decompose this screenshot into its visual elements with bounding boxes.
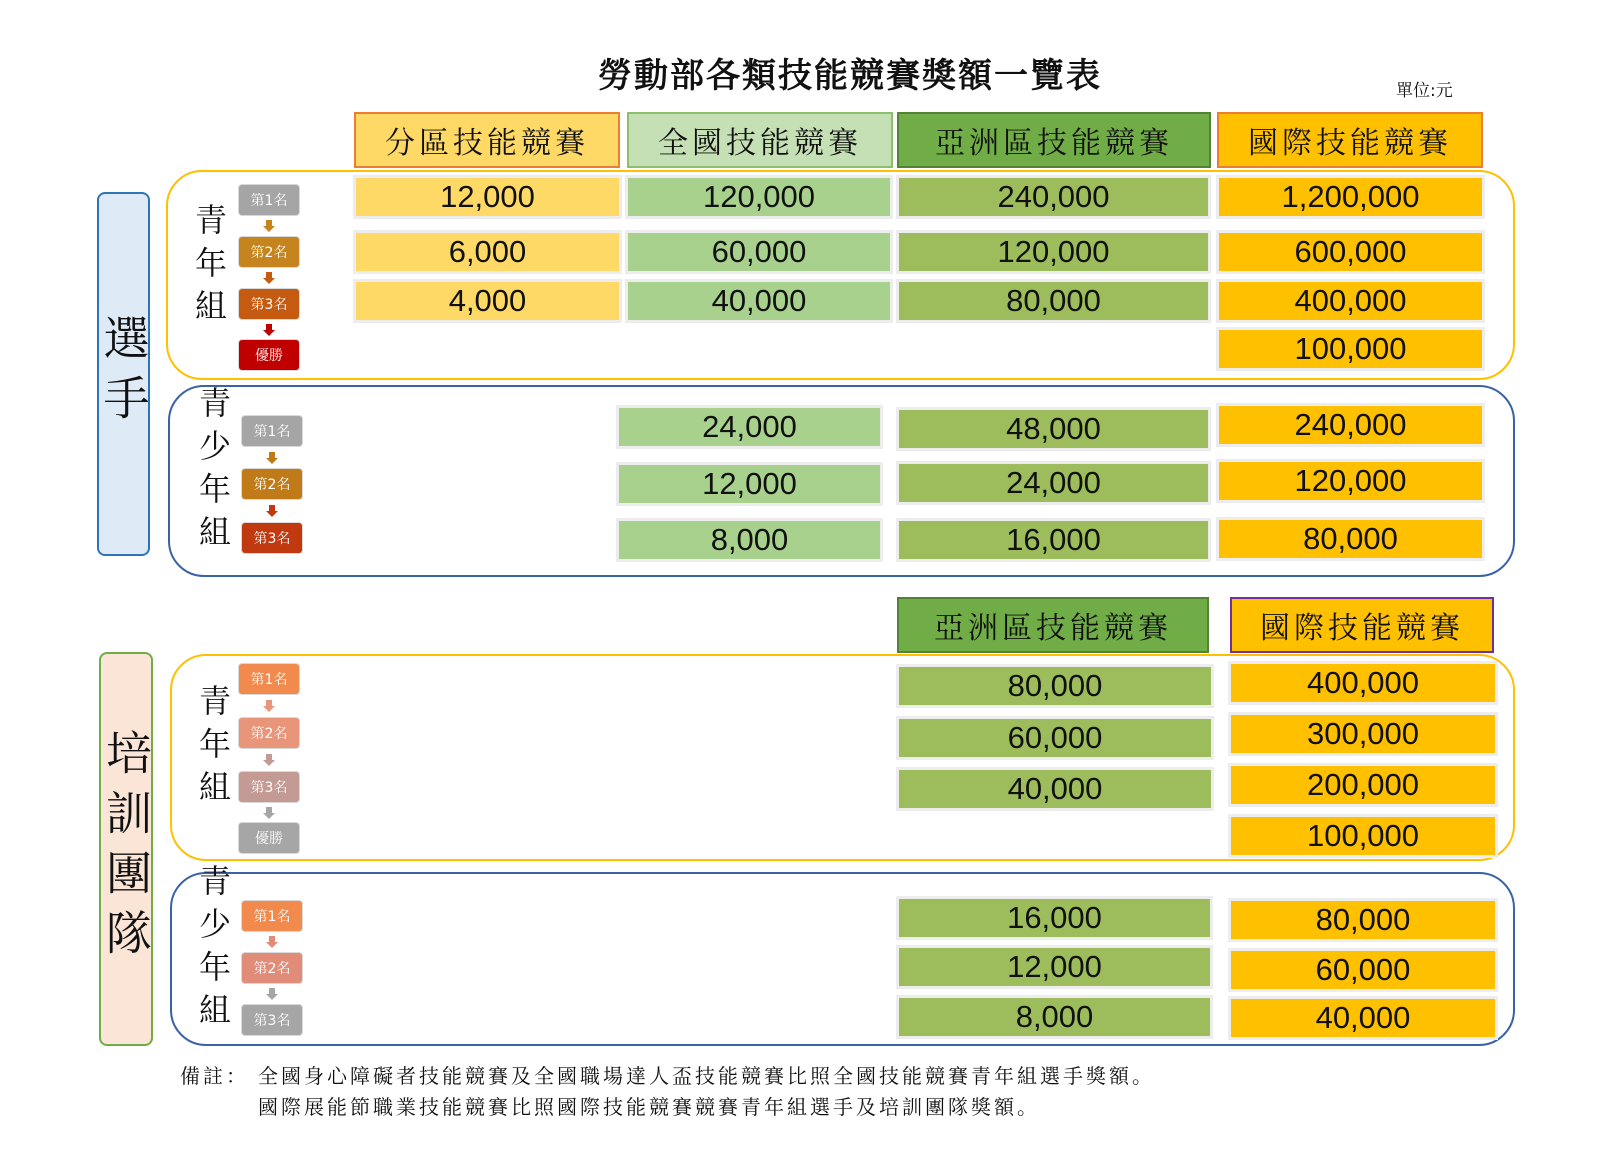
- players-junior-group-label: 青少年組: [194, 386, 232, 558]
- players-junior-asia-value-3: 16,000: [899, 521, 1208, 559]
- players-junior-international-value-3: 80,000: [1219, 520, 1482, 558]
- down-arrow-icon: [266, 505, 278, 517]
- players-youth-international-value-4: 100,000: [1219, 330, 1482, 368]
- players-junior-national-value-3: 8,000: [619, 521, 880, 559]
- teams-junior-international-value-3: 40,000: [1231, 999, 1495, 1037]
- players-youth-international-value-1: 1,200,000: [1219, 178, 1482, 216]
- down-arrow-icon: [266, 988, 278, 1000]
- players-junior-rank-badge-2: 第2名: [242, 469, 302, 499]
- teams-junior-asia-value-3: 8,000: [899, 998, 1210, 1036]
- page-title: 勞動部各類技能競賽獎額一覽表: [598, 56, 1102, 96]
- teams-junior-asia-value-1: 16,000: [899, 899, 1210, 937]
- players-youth-asia-value-3: 80,000: [899, 282, 1208, 320]
- teams-junior-rank-badge-1: 第1名: [242, 901, 302, 931]
- players-youth-rank-badge-2: 第2名: [239, 237, 299, 267]
- down-arrow-icon: [266, 452, 278, 464]
- teams-junior-international-value-2: 60,000: [1231, 951, 1495, 989]
- teams-junior-group-label: 青少年組: [194, 864, 232, 1036]
- teams-youth-international-value-3: 200,000: [1231, 766, 1495, 804]
- players-side-label: [97, 192, 150, 556]
- teams-side-label: [99, 652, 153, 1046]
- header-international-competition: 國際技能競賽: [1217, 112, 1483, 168]
- notes-prefix: 備註：: [180, 1064, 249, 1088]
- down-arrow-icon: [263, 220, 275, 232]
- header-regional-competition: 分區技能競賽: [354, 112, 620, 168]
- players-junior-national-value-1: 24,000: [619, 408, 880, 446]
- players-youth-international-value-2: 600,000: [1219, 233, 1482, 271]
- players-youth-group-label: 青年組: [190, 203, 228, 332]
- teams-youth-asia-value-3: 40,000: [899, 770, 1211, 808]
- notes-line-2: 國際展能節職業技能競賽比照國際技能競賽競賽青年組選手及培訓團隊獎額。: [258, 1095, 1040, 1119]
- players-youth-regional-value-2: 6,000: [356, 233, 619, 271]
- down-arrow-icon: [266, 936, 278, 948]
- teams-youth-asia-value-1: 80,000: [899, 667, 1211, 705]
- players-youth-national-value-2: 60,000: [628, 233, 890, 271]
- players-junior-national-value-2: 12,000: [619, 465, 880, 503]
- down-arrow-icon: [263, 324, 275, 336]
- teams-youth-rank-badge-3: 第3名: [239, 772, 299, 802]
- players-youth-national-value-1: 120,000: [628, 178, 890, 216]
- down-arrow-icon: [263, 272, 275, 284]
- players-junior-rank-badge-1: 第1名: [242, 416, 302, 446]
- notes-line-1: 全國身心障礙者技能競賽及全國職場達人盃技能競賽比照全國技能競賽青年組選手獎額。: [258, 1064, 1155, 1088]
- players-youth-rank-badge-1: 第1名: [239, 185, 299, 215]
- team-header-international-competition: 國際技能競賽: [1230, 597, 1494, 653]
- unit-label: 單位:元: [1396, 81, 1453, 101]
- teams-junior-rank-badge-2: 第2名: [242, 953, 302, 983]
- teams-junior-rank-badge-3: 第3名: [242, 1005, 302, 1035]
- players-youth-asia-value-1: 240,000: [899, 178, 1208, 216]
- header-national-competition: 全國技能競賽: [627, 112, 893, 168]
- players-junior-asia-value-2: 24,000: [899, 464, 1208, 502]
- players-youth-regional-value-1: 12,000: [356, 178, 619, 216]
- teams-youth-rank-badge-2: 第2名: [239, 718, 299, 748]
- teams-junior-asia-value-2: 12,000: [899, 948, 1210, 986]
- players-junior-asia-value-1: 48,000: [899, 410, 1208, 448]
- teams-youth-group-label: 青年組: [194, 684, 232, 813]
- players-youth-regional-value-3: 4,000: [356, 282, 619, 320]
- players-label-text: 選手: [96, 314, 151, 434]
- down-arrow-icon: [263, 754, 275, 766]
- teams-youth-rank-badge-1: 第1名: [239, 664, 299, 694]
- down-arrow-icon: [263, 807, 275, 819]
- players-junior-international-value-1: 240,000: [1219, 406, 1482, 444]
- players-youth-asia-value-2: 120,000: [899, 233, 1208, 271]
- players-youth-national-value-3: 40,000: [628, 282, 890, 320]
- players-junior-international-value-2: 120,000: [1219, 462, 1482, 500]
- players-youth-rank-badge-3: 第3名: [239, 289, 299, 319]
- players-youth-rank-badge-4: 優勝: [239, 340, 299, 370]
- players-junior-rank-badge-3: 第3名: [242, 523, 302, 553]
- teams-youth-asia-value-2: 60,000: [899, 719, 1211, 757]
- teams-label-text: 培訓團隊: [99, 729, 153, 969]
- teams-youth-international-value-1: 400,000: [1231, 664, 1495, 702]
- players-youth-international-value-3: 400,000: [1219, 282, 1482, 320]
- team-header-asia-competition: 亞洲區技能競賽: [897, 597, 1209, 653]
- teams-junior-international-value-1: 80,000: [1231, 901, 1495, 939]
- header-asia-competition: 亞洲區技能競賽: [897, 112, 1211, 168]
- down-arrow-icon: [263, 700, 275, 712]
- teams-youth-international-value-2: 300,000: [1231, 715, 1495, 753]
- teams-youth-rank-badge-4: 優勝: [239, 823, 299, 853]
- teams-youth-international-value-4: 100,000: [1231, 817, 1495, 855]
